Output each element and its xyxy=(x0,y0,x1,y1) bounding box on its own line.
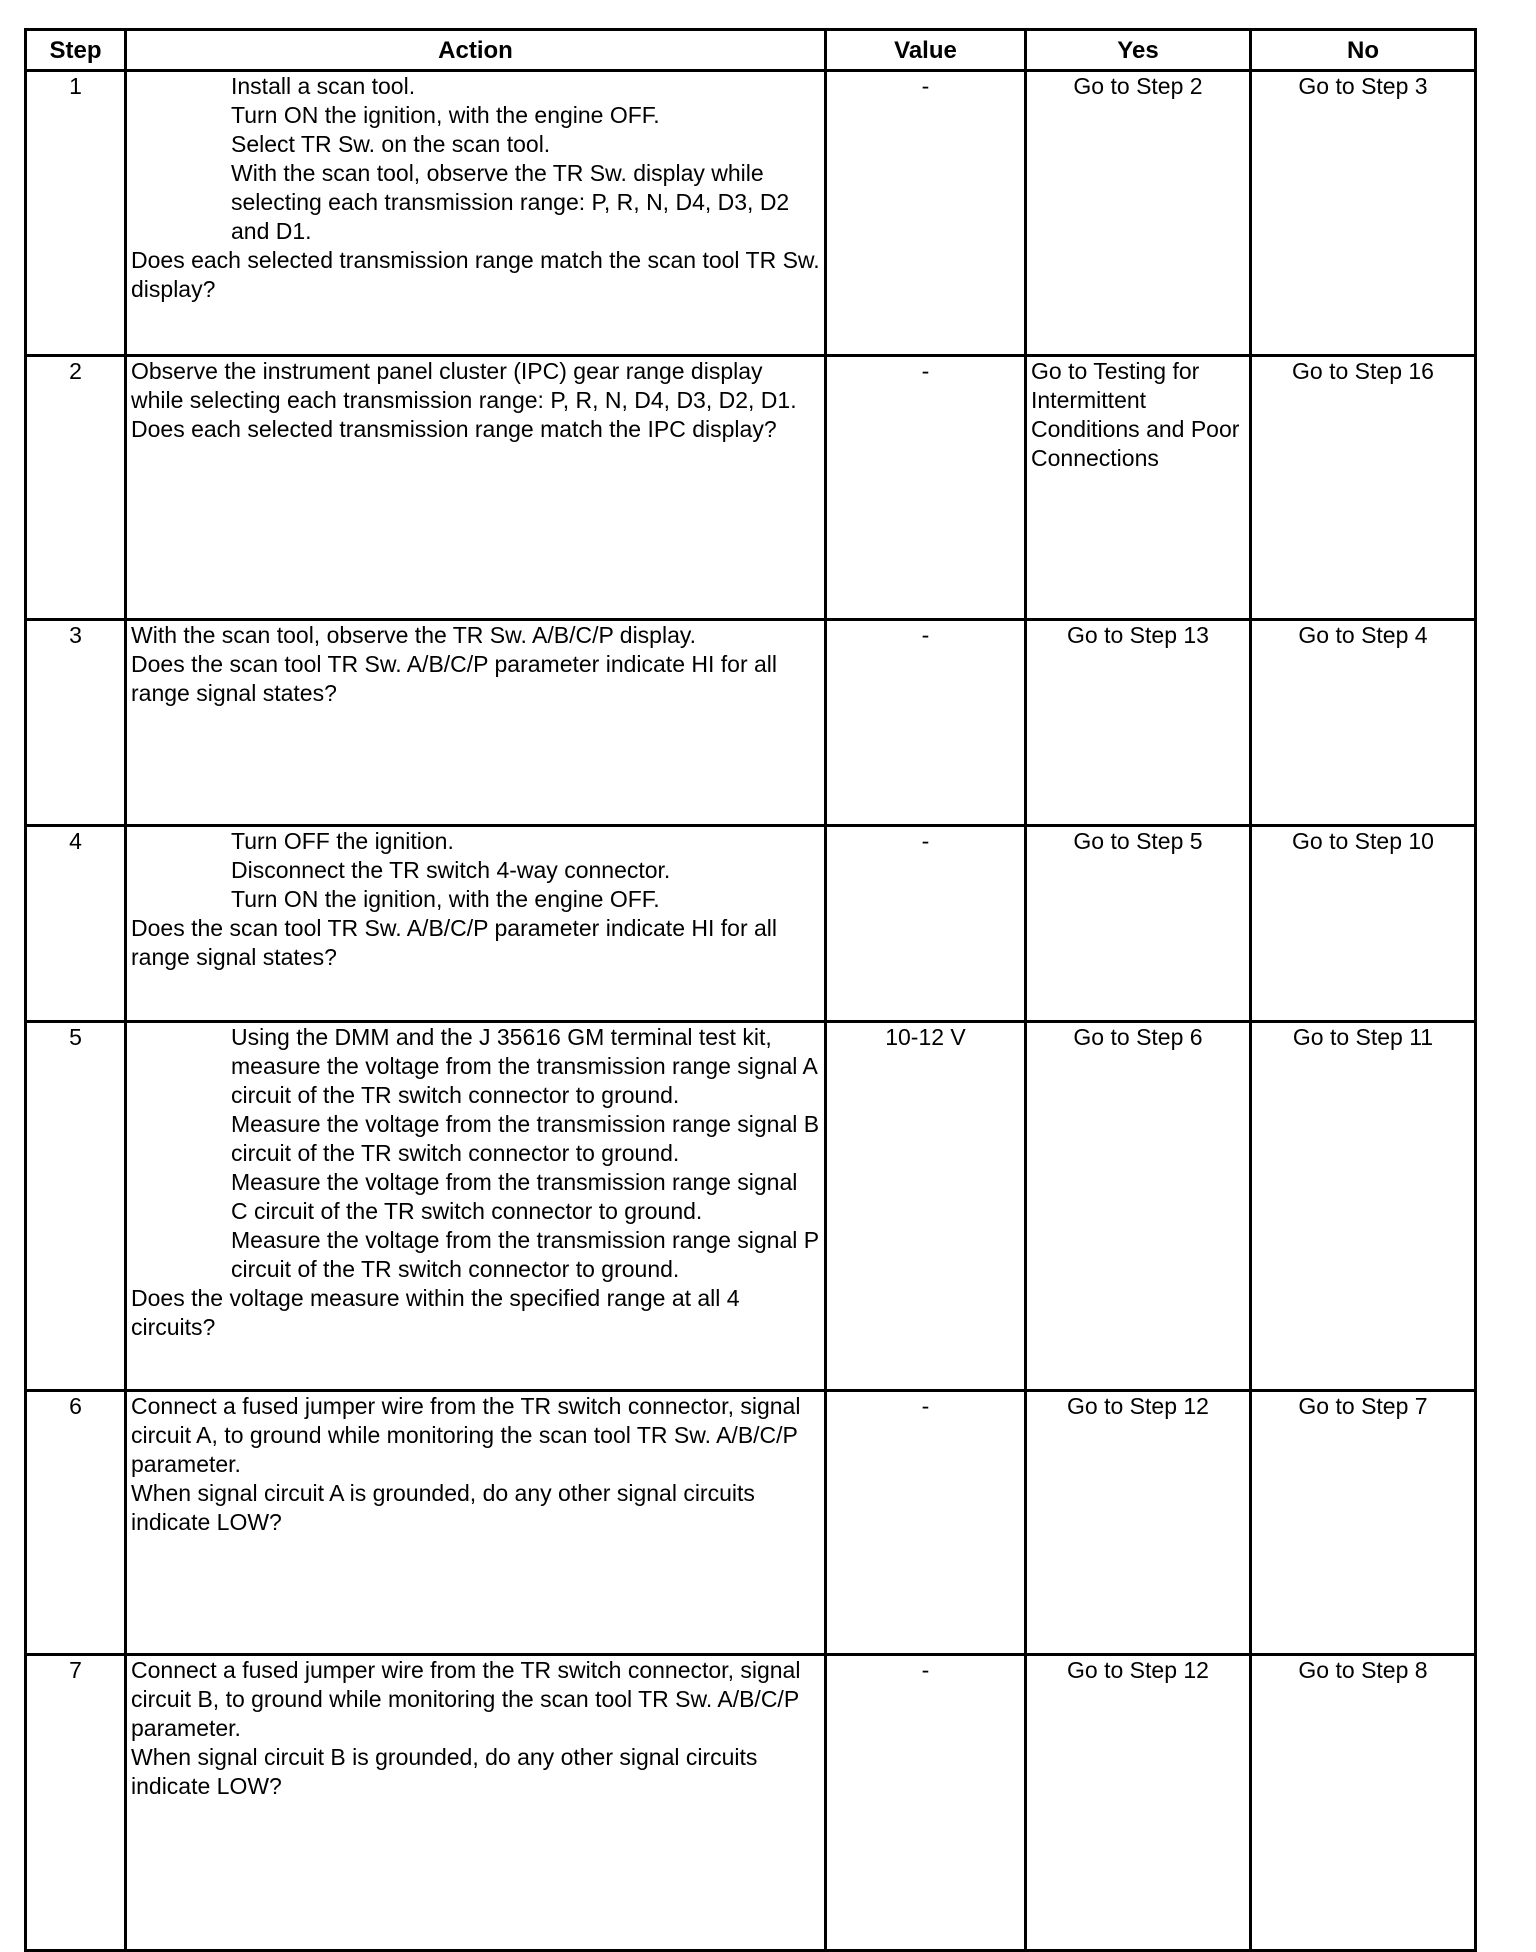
step-number: 1 xyxy=(26,71,126,356)
header-no: No xyxy=(1251,30,1476,71)
question: Does the scan tool TR Sw. A/B/C/P parameter indicate HI for all range signal states? xyxy=(131,651,778,706)
no-cell: Go to Step 8 xyxy=(1251,1655,1476,1951)
instruction: Connect a fused jumper wire from the TR switch connector, signal circuit A, to ground while monitoring the scan tool TR Sw. A/B/C/P parameter. xyxy=(131,1393,801,1477)
value-cell: - xyxy=(826,1391,1026,1655)
step-number: 5 xyxy=(26,1022,126,1391)
question: When signal circuit A is grounded, do any other signal circuits indicate LOW? xyxy=(131,1480,755,1535)
header-yes: Yes xyxy=(1026,30,1251,71)
yes-cell: Go to Step 12 xyxy=(1026,1655,1251,1951)
table-row xyxy=(26,1655,1476,1951)
yes-cell: Go to Testing for Intermittent Conditions and Poor Connections xyxy=(1026,356,1251,620)
action-cell xyxy=(126,620,826,826)
action-cell xyxy=(126,71,826,356)
instruction: Turn ON the ignition, with the engine OFF. xyxy=(231,102,660,128)
header-row xyxy=(26,30,1476,71)
yes-cell: Go to Step 6 xyxy=(1026,1022,1251,1391)
instruction: Turn ON the ignition, with the engine OFF. xyxy=(231,886,660,912)
no-cell: Go to Step 7 xyxy=(1251,1391,1476,1655)
value-cell: - xyxy=(826,71,1026,356)
instruction: With the scan tool, observe the TR Sw. display while selecting each transmission range: P, R, N, D4, D3, D2 and D1. xyxy=(231,160,790,244)
step-number: 2 xyxy=(26,356,126,620)
step-number: 4 xyxy=(26,826,126,1022)
table-row xyxy=(26,826,1476,1022)
value-cell: - xyxy=(826,620,1026,826)
instruction: Select TR Sw. on the scan tool. xyxy=(231,131,551,157)
table-row xyxy=(26,71,1476,356)
header-action: Action xyxy=(126,30,826,71)
header-value: Value xyxy=(826,30,1026,71)
yes-cell: Go to Step 13 xyxy=(1026,620,1251,826)
instruction: Disconnect the TR switch 4-way connector. xyxy=(231,857,671,883)
instruction: Measure the voltage from the transmission range signal B circuit of the TR switch connector to ground. xyxy=(231,1111,820,1166)
instruction: Install a scan tool. xyxy=(231,73,416,99)
action-cell xyxy=(126,1391,826,1655)
no-cell: Go to Step 10 xyxy=(1251,826,1476,1022)
yes-cell: Go to Step 12 xyxy=(1026,1391,1251,1655)
no-cell: Go to Step 16 xyxy=(1251,356,1476,620)
instruction: Observe the instrument panel cluster (IPC) gear range display while selecting each transmission range: P, R, N, D4, D3, D2, D1. xyxy=(131,358,797,413)
yes-cell: Go to Step 5 xyxy=(1026,826,1251,1022)
table-row xyxy=(26,356,1476,620)
question: Does the voltage measure within the specified range at all 4 circuits? xyxy=(131,1285,740,1340)
instruction: Turn OFF the ignition. xyxy=(231,828,454,854)
value-cell: - xyxy=(826,1655,1026,1951)
value-cell: - xyxy=(826,356,1026,620)
question: Does each selected transmission range match the IPC display? xyxy=(131,416,777,442)
table-row xyxy=(26,1391,1476,1655)
yes-cell: Go to Step 2 xyxy=(1026,71,1251,356)
action-cell xyxy=(126,356,826,620)
instruction: Measure the voltage from the transmission range signal C circuit of the TR switch connector to ground. xyxy=(231,1169,798,1224)
no-cell: Go to Step 11 xyxy=(1251,1022,1476,1391)
value-cell: - xyxy=(826,826,1026,1022)
instruction: Measure the voltage from the transmission range signal P circuit of the TR switch connector to ground. xyxy=(231,1227,819,1282)
question: Does the scan tool TR Sw. A/B/C/P parameter indicate HI for all range signal states? xyxy=(131,915,778,970)
no-cell: Go to Step 3 xyxy=(1251,71,1476,356)
instruction: With the scan tool, observe the TR Sw. A/B/C/P display. xyxy=(131,622,697,648)
instruction: Using the DMM and the J 35616 GM terminal test kit, measure the voltage from the transmission range signal A circuit of the TR switch connector to ground. xyxy=(231,1024,817,1108)
header-step: Step xyxy=(26,30,126,71)
value-cell: 10-12 V xyxy=(826,1022,1026,1391)
instruction: Connect a fused jumper wire from the TR switch connector, signal circuit B, to ground while monitoring the scan tool TR Sw. A/B/C/P parameter. xyxy=(131,1657,801,1741)
action-cell xyxy=(126,826,826,1022)
no-cell: Go to Step 4 xyxy=(1251,620,1476,826)
diagnostic-table xyxy=(24,28,1477,1952)
step-number: 3 xyxy=(26,620,126,826)
action-cell xyxy=(126,1655,826,1951)
step-number: 6 xyxy=(26,1391,126,1655)
question: Does each selected transmission range match the scan tool TR Sw. display? xyxy=(131,247,820,302)
table-row xyxy=(26,620,1476,826)
action-cell xyxy=(126,1022,826,1391)
question: When signal circuit B is grounded, do any other signal circuits indicate LOW? xyxy=(131,1744,758,1799)
table-row xyxy=(26,1022,1476,1391)
step-number: 7 xyxy=(26,1655,126,1951)
